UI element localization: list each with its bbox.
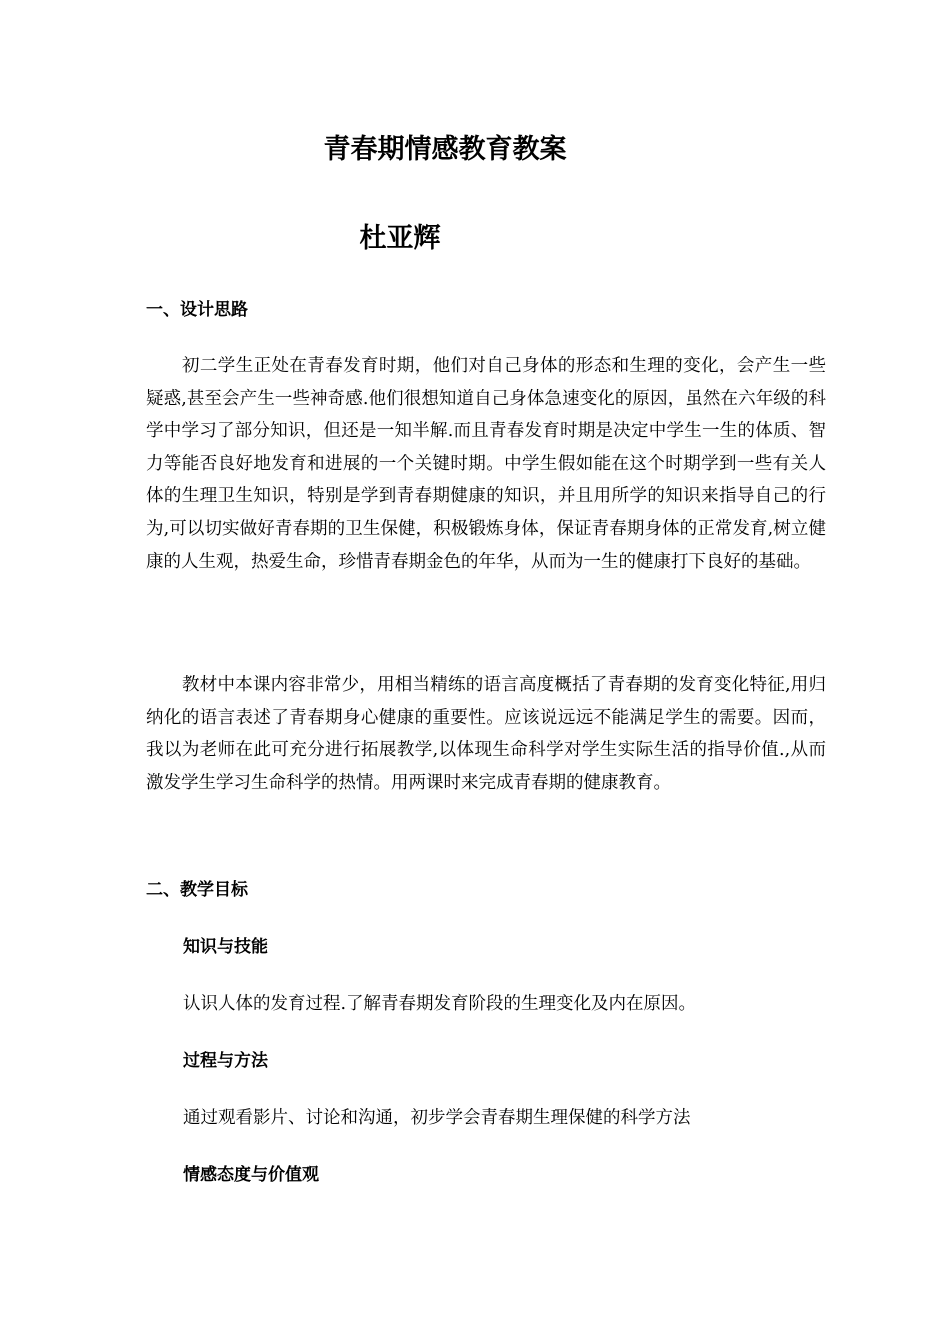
section-heading-design: 一、设计思路 (146, 300, 248, 320)
subheading-knowledge-skills: 知识与技能 (183, 937, 268, 957)
section-heading-objectives: 二、教学目标 (146, 880, 248, 900)
knowledge-skills-text: 认识人体的发育过程.了解青春期发育阶段的生理变化及内在原因。 (183, 994, 697, 1014)
document-title: 青春期情感教育教案 (323, 134, 567, 165)
design-paragraph-1: 初二学生正处在青春发育时期，他们对自己身体的形态和生理的变化，会产生一些疑惑,甚至会产生一些神奇感.他们很想知道自己身体急速变化的原因，虽然在六年级的科学中学习了部分知识，但还是一知半解.而且青春发育时期是决定中学生一生的体质、智力等能否良好地发育和进展的一个关键时期。中学生假如能在这个时期学到一些有关人体的生理卫生知识，特别是学到青春期健康的知识，并且用所学的知识来指导自己的行为,可以切实做好青春期的卫生保健，积极锻炼身体，保证青春期身体的正常发育,树立健康的人生观，热爱生命，珍惜青春期金色的年华，从而为一生的健康打下良好的基础。 (146, 356, 826, 572)
document-author: 杜亚辉 (359, 223, 441, 254)
process-method-text: 通过观看影片、讨论和沟通，初步学会青春期生理保健的科学方法 (183, 1108, 691, 1128)
design-paragraph-2: 教材中本课内容非常少，用相当精练的语言高度概括了青春期的发育变化特征,用归纳化的语言表述了青春期身心健康的重要性。应该说远远不能满足学生的需要。因而，我以为老师在此可充分进行拓展教学,以体现生命科学对学生实际生活的指导价值.,从而激发学生学习生命科学的热情。用两课时来完成青春期的健康教育。 (146, 675, 826, 793)
subheading-emotion-values: 情感态度与价值观 (183, 1165, 319, 1185)
subheading-process-method: 过程与方法 (183, 1051, 268, 1071)
